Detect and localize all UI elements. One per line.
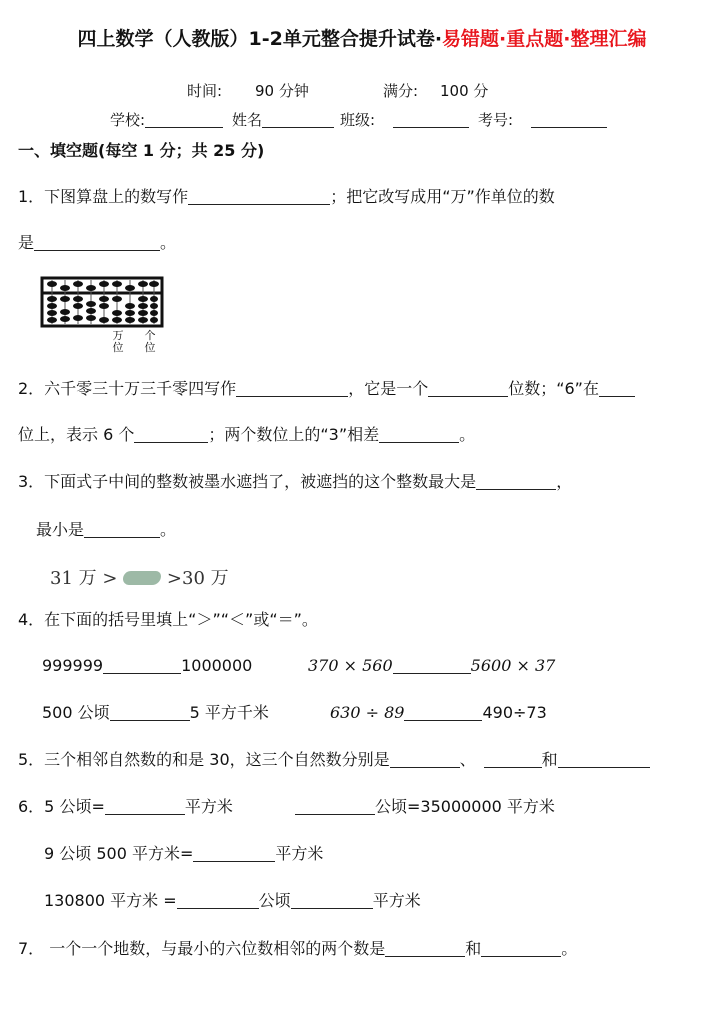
q4-r2b: 5 平方千米 [189,703,269,722]
ink-blot-icon [123,571,161,585]
time-label: 时间: [187,82,223,100]
q3-text-c: 最小是 [36,520,85,539]
q1-text-d: 。 [160,233,177,252]
name-blank[interactable] [262,111,334,128]
q7-text-c: 。 [561,939,578,958]
q6-blank-1[interactable] [105,798,185,815]
school-label: 学校: [110,111,146,129]
question-6-line-2 [44,843,323,865]
time-value: 90 分钟 [255,82,309,100]
q1-text-c: 是 [18,233,35,252]
q1-blank-2[interactable] [34,234,160,251]
q2-text-b: ，它是一个 [348,379,429,398]
q6-blank-4[interactable] [177,892,259,909]
q6-text-e: 平方米 [275,844,324,863]
q6-text-d: 9 公顷 500 平方米= [44,844,194,863]
question-4-prompt: 4．在下面的括号里填上“＞”“＜”或“＝”。 [18,610,318,629]
q2-text-a: 2．六千零三十万三千零四写作 [18,379,237,398]
number-field [478,109,607,130]
q4-blank-1[interactable] [103,657,181,674]
question-1-line-1 [18,186,555,208]
q5-text-c: 和 [541,750,558,769]
q6-text-h: 平方米 [372,891,421,910]
q3-text-d: 。 [160,520,177,539]
q7-text-a: 7． 一个一个地数，与最小的六位数相邻的两个数是 [18,939,386,958]
abacus-label-wan: 万位 [112,329,124,354]
q5-blank-2[interactable] [484,751,542,768]
score-value: 100 分 [440,82,489,100]
q4-r1d: 5600 × 37 [470,656,556,675]
q7-text-b: 和 [465,939,482,958]
q6-text-f: 130800 平方米 = [44,891,177,910]
q2-text-d: 位上，表示 6 个 [18,425,135,444]
question-7 [18,938,577,960]
q4-row-2-left [42,702,269,724]
section-heading: 一、填空题(每空 1 分；共 25 分) [18,141,265,160]
number-blank[interactable] [531,111,607,128]
q5-text-a: 5．三个相邻自然数的和是 30，这三个自然数分别是 [18,750,390,769]
school-field [110,109,223,130]
q5-blank-3[interactable] [558,751,650,768]
q2-text-f: 。 [459,425,476,444]
q2-blank-2[interactable] [428,380,508,397]
q1-text-b: ；把它改写成用“万”作单位的数 [330,187,555,206]
ink-right: >30 万 [166,568,229,589]
question-6-line-3 [44,890,421,912]
q7-blank-1[interactable] [385,940,465,957]
q5-blank-1[interactable] [390,751,460,768]
q3-blank-2[interactable] [84,521,160,538]
question-6-line-1-left [18,796,233,818]
q6-text-a: 6．5 公顷= [18,797,105,816]
question-2-line-1 [18,378,635,400]
q4-r1c: 370 × 560 [308,656,393,675]
q3-text-b: ， [556,472,573,491]
page-title [0,24,724,51]
abacus-figure [40,276,164,328]
q4-row-1-right [308,655,555,677]
number-label: 考号: [478,111,514,129]
q3-text-a: 3．下面式子中间的整数被墨水遮挡了，被遮挡的这个整数最大是 [18,472,477,491]
ink-inequality [50,564,229,590]
q4-r2d: 490÷73 [482,703,547,722]
q2-blank-1[interactable] [236,380,348,397]
q2-blank-5[interactable] [379,426,459,443]
q6-blank-5[interactable] [291,892,373,909]
q6-text-g: 公顷 [258,891,291,910]
score-label: 满分: [383,82,419,100]
q1-blank-1[interactable] [188,188,330,205]
question-1-line-2 [18,232,176,254]
q7-blank-2[interactable] [481,940,561,957]
q2-blank-3[interactable] [599,380,635,397]
question-2-line-2 [18,424,475,446]
q4-r2c: 630 ÷ 89 [330,703,405,722]
school-blank[interactable] [145,111,223,128]
question-3-line-2 [36,519,176,541]
q4-row-1-left [42,655,252,677]
name-field [232,109,334,130]
q4-r1a: 999999 [42,656,104,675]
q6-blank-2[interactable] [295,798,375,815]
q6-text-b: 平方米 [184,797,233,816]
class-blank[interactable] [393,111,469,128]
ink-left: 31 万 > [50,568,118,589]
q2-blank-4[interactable] [134,426,208,443]
q5-text-b: 、 [459,750,476,769]
q4-r1b: 1000000 [181,656,253,675]
title-highlight: 易错题·重点题·整理汇编 [442,28,647,50]
q6-text-c: 公顷=35000000 平方米 [375,797,555,816]
question-5 [18,749,650,771]
question-3-line-1 [18,471,572,493]
question-6-line-1-right [295,796,555,818]
q1-text-a: 1．下图算盘上的数写作 [18,187,189,206]
q2-text-e: ；两个数位上的“3”相差 [208,425,380,444]
class-label: 班级: [340,111,376,129]
q3-blank-1[interactable] [476,473,556,490]
q4-blank-2[interactable] [393,657,471,674]
name-label: 姓名 [232,111,263,129]
q4-r2a: 500 公顷 [42,703,110,722]
q4-row-2-right [330,702,547,724]
q4-blank-4[interactable] [404,704,482,721]
abacus-label-ge: 个位 [144,329,156,354]
q4-blank-3[interactable] [110,704,190,721]
q6-blank-3[interactable] [193,845,275,862]
class-field [340,109,469,130]
title-main: 四上数学（人教版）1-2单元整合提升试卷· [77,28,443,50]
q2-text-c: 位数；“6”在 [508,379,599,398]
